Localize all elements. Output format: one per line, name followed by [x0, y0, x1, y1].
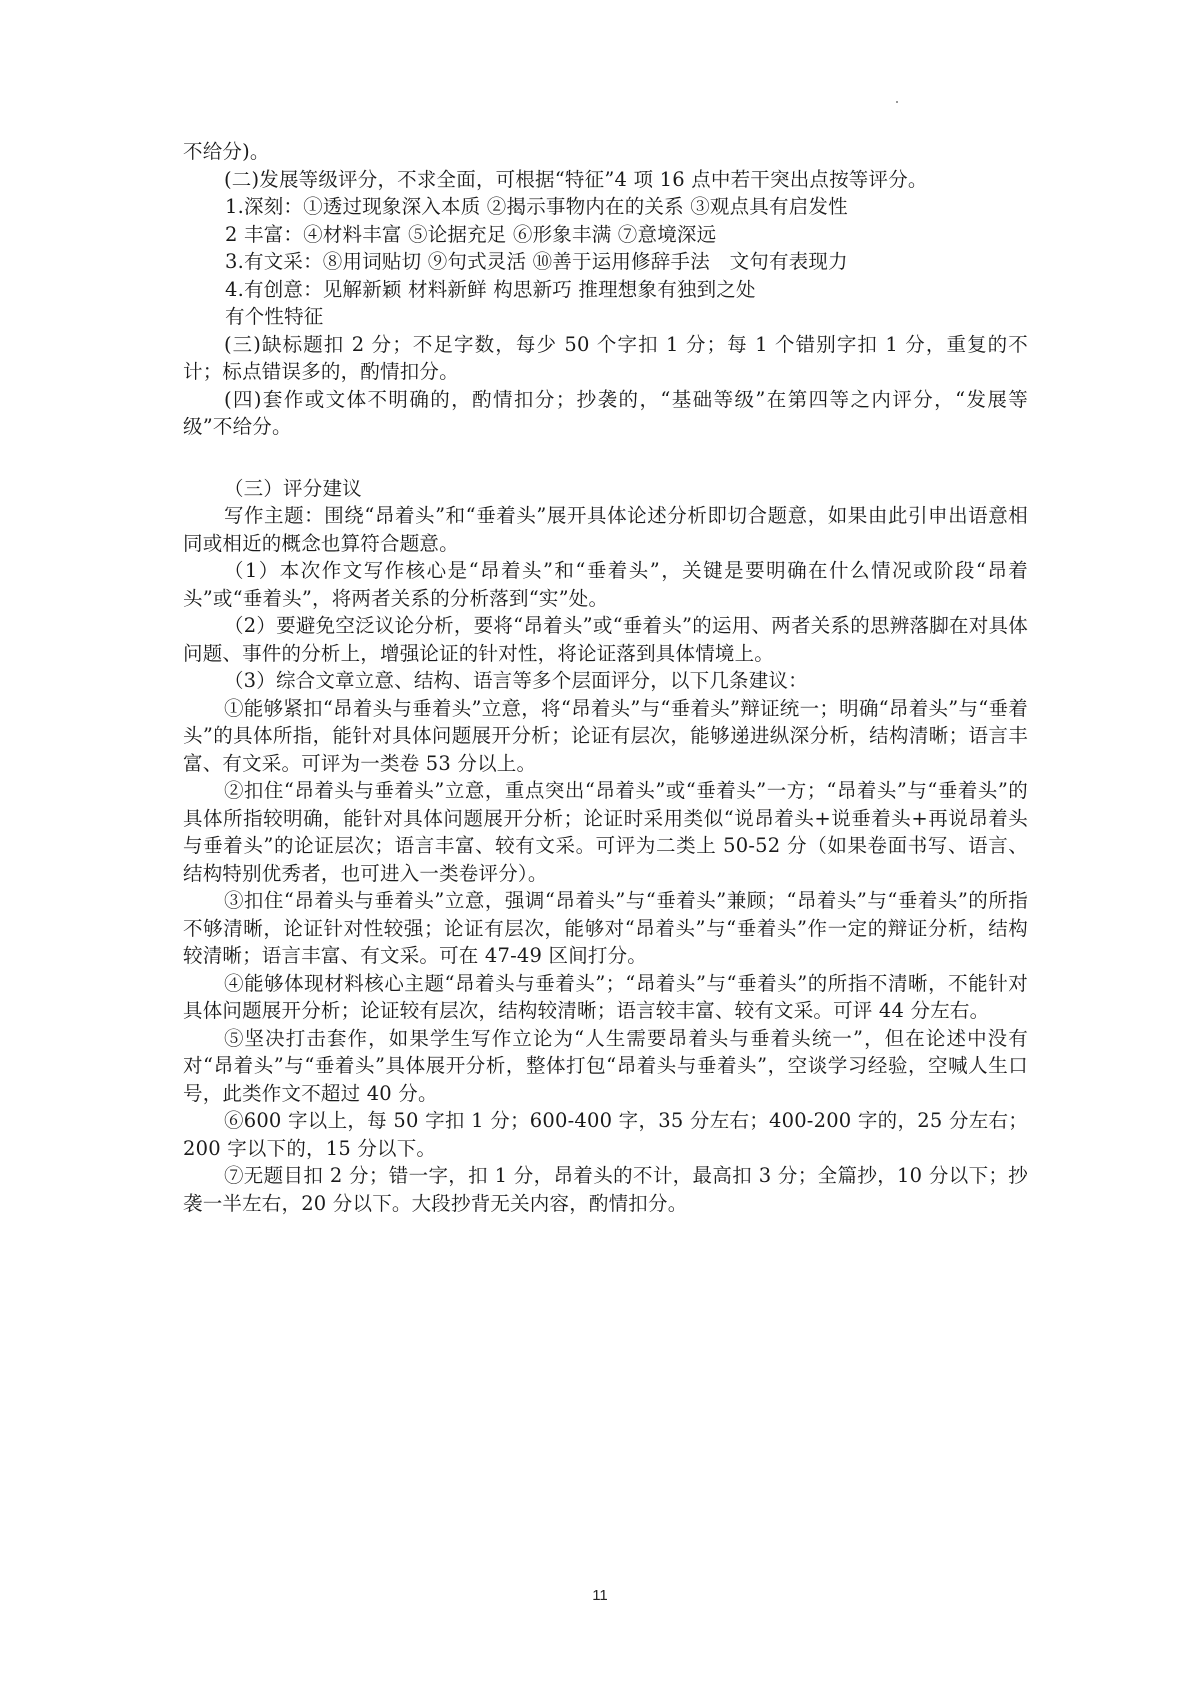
grade-criterion-3: ③扣住“昂着头与垂着头”立意，强调“昂着头”与“垂着头”兼顾；“昂着头”与“垂着头”的所指不够清晰，论证针对性较强；论证有层次，能够对“昂着头”与“垂着头”作一定的辩证分析，结构较清晰；语言丰富、有文采。可在 47-49 区间打分。	[183, 889, 1028, 967]
advice-item-3: （3）综合文章立意、结构、语言等多个层面评分，以下几条建议：	[223, 669, 808, 692]
grade-criterion-4: ④能够体现材料核心主题“昂着头与垂着头”；“昂着头”与“垂着头”的所指不清晰，不能针对具体问题展开分析；论证较有层次，结构较清晰；语言较丰富、较有文采。可评 44 分左右。	[183, 971, 1028, 1022]
section-heading-scoring-advice: （三）评分建议	[223, 476, 362, 500]
grade-criterion-2: ②扣住“昂着头与垂着头”立意，重点突出“昂着头”或“垂着头”一方；“昂着头”与“垂着头”的具体所指较明确，能针对具体问题展开分析；论证时采用类似“说昂着头+说垂着头+再说昂着头与垂着头”的论证层次；语言丰富、较有文采。可评为二类上 50-52 分（如果卷面书写、语言、结构特别优秀者，也可进入一类卷评分）。	[183, 779, 1028, 885]
paragraph-continuation: 不给分)。	[183, 140, 270, 163]
grade-criterion-6: ⑥600 字以上，每 50 字扣 1 分；600-400 字，35 分左右；400-200 字的，25 分左右；200 字以下的，15 分以下。	[183, 1109, 1028, 1160]
grade-criterion-7: ⑦无题目扣 2 分；错一字，扣 1 分，昂着头的不计，最高扣 3 分；全篇抄，10 分以下；抄袭一半左右，20 分以下。大段抄背无关内容，酌情扣分。	[183, 1164, 1028, 1215]
grade-criterion-5: ⑤坚决打击套作，如果学生写作立论为“人生需要昂着头与垂着头统一”，但在论述中没有对“昂着头”与“垂着头”具体展开分析，整体打包“昂着头与垂着头”，空谈学习经验，空喊人生口号，此类作文不超过 40 分。	[183, 1026, 1028, 1105]
grade-criterion-1: ①能够紧扣“昂着头与垂着头”立意，将“昂着头”与“垂着头”辩证统一；明确“昂着头”与“垂着头”的具体所指，能针对具体问题展开分析；论证有层次，能够递进纵深分析，结构清晰；语言丰富、有文采。可评为一类卷 53 分以上。	[183, 696, 1028, 775]
paragraph-deductions: (三)缺标题扣 2 分；不足字数，每少 50 个字扣 1 分；每 1 个错别字扣 1 分，重复的不计；标点错误多的，酌情扣分。	[183, 332, 1028, 383]
feature-depth: 1.深刻：①透过现象深入本质 ②揭示事物内在的关系 ③观点具有启发性	[225, 195, 848, 218]
page-content	[183, 138, 1028, 1217]
feature-literary-grace: 3.有文采：⑧用词贴切 ⑨句式灵活 ⑩善于运用修辞手法 文句有表现力	[225, 250, 848, 273]
scan-speck	[896, 101, 898, 103]
advice-item-2: （2）要避免空泛议论分析，要将“昂着头”或“垂着头”的运用、两者关系的思辨落脚在对具体问题、事件的分析上，增强论证的针对性，将论证落到具体情境上。	[183, 614, 1028, 665]
page-number: 11	[592, 1587, 608, 1604]
advice-item-1: （1）本次作文写作核心是“昂着头”和“垂着头”，关键是要明确在什么情况或阶段“昂着头”或“垂着头”，将两者关系的分析落到“实”处。	[183, 559, 1028, 610]
paragraph-writing-theme: 写作主题：围绕“昂着头”和“垂着头”展开具体论述分析即切合题意，如果由此引申出语意相同或相近的概念也算符合题意。	[183, 504, 1028, 555]
feature-individuality: 有个性特征	[225, 305, 324, 328]
paragraph-plagiarism: (四)套作或文体不明确的，酌情扣分；抄袭的，“基础等级”在第四等之内评分，“发展等级”不给分。	[183, 387, 1028, 438]
feature-richness: 2 丰富：④材料丰富 ⑤论据充足 ⑥形象丰满 ⑦意境深远	[225, 222, 717, 246]
feature-creativity: 4.有创意：见解新颖 材料新鲜 构思新巧 推理想象有独到之处	[225, 277, 756, 301]
paragraph-development-grading: (二)发展等级评分，不求全面，可根据“特征”4 项 16 点中若干突出点按等评分。	[223, 167, 928, 191]
